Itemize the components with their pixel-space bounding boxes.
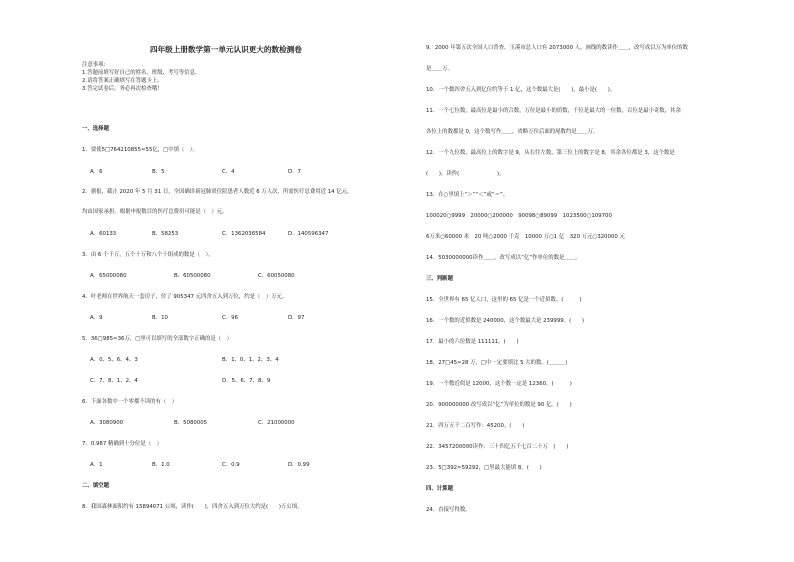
question-18: 18．27□45≈28 万，□中一定要填比 5 大的数。(＿＿＿) <box>426 360 568 366</box>
question-6: 6．下面各数中一个零都不读的有（ ） <box>82 399 178 405</box>
question-12-line-1: 12．一个九位数，最高位上的数字是 9，从右往左数，第三位上的数字是 8，其余各位都是 3，这个数是 <box>426 150 675 156</box>
option-b: B．60500080 <box>174 273 211 279</box>
option-c: C．96 <box>222 315 239 321</box>
section-heading-fill: 二、填空题 <box>82 483 109 489</box>
option-c: C．7、8、1、2、4 <box>90 378 138 384</box>
option-a: A．6 <box>90 169 103 175</box>
question-13-row-1: 100020○9999 20000○200000 90098○89099 1023500○109700 <box>426 213 612 219</box>
question-1: 1．要使5□764210855≈55亿，□中填（ ）。 <box>82 147 198 153</box>
option-d: D．0.99 <box>288 462 310 468</box>
option-b: B．58253 <box>152 231 179 237</box>
question-21: 21．四万五千二百写作：45200。( ) <box>426 423 525 429</box>
question-9-line-2: 是＿＿万。 <box>426 66 453 72</box>
notes-heading: 注意事项: <box>82 62 106 68</box>
question-2-line-2: 均由国家承担。根据申报数目的医疗总费用可能是（ ）元。 <box>82 209 228 215</box>
question-4: 4．叶老师在世界航天一套房子，付了 905347 元四舍五入到万位，约是（ ）万元。 <box>82 294 288 300</box>
note-item: 2.请将答案正确填写在答题卡上。 <box>82 78 163 84</box>
option-d: D．97 <box>288 315 305 321</box>
option-b: B．5 <box>152 169 165 175</box>
option-a: A．60133 <box>90 231 117 237</box>
question-8: 8．我国森林面积约有 15894071 公顷，读作( )，四舍五入到万位大约是( )万公顷。 <box>82 504 303 510</box>
question-2-line-1: 2．据报，截止 2020 年 5 月 31 日，全国确诊新冠肺炎住院患者人数近 6 万人次，所需医疗总费用近 14 亿元， <box>82 189 353 195</box>
option-b: B．10 <box>152 315 168 321</box>
option-a: A．0、5、6、4、3 <box>90 357 138 363</box>
section-heading-calc: 四、计算题 <box>426 486 453 492</box>
question-20: 20．900000000 改写成以“亿”为单位的数是 90 亿。( ) <box>426 402 572 408</box>
option-a: A．65000080 <box>90 273 127 279</box>
option-b: B．1、0、1、2、3、4 <box>222 357 279 363</box>
question-24: 24．直接写得数。 <box>426 507 471 513</box>
section-heading-choice: 一、选择题 <box>82 126 109 132</box>
question-13-row-2: 6万米○60000 米 20 吨○2000 千克 10000 万○1 亿 320 万元○320000 元 <box>426 234 625 240</box>
option-d: D．7 <box>288 169 301 175</box>
question-10: 10．一个数四舍五入到亿位约等于 1 亿，这个数最大是( )，最小是( )。 <box>426 87 616 93</box>
option-a: A．9 <box>90 315 103 321</box>
question-9-line-1: 9．2000 年第五次全国人口普查，玉溪市总人口有 2073000 人，画线的数读作＿＿，改写成以万为单位的数 <box>426 45 688 51</box>
question-23: 23．5□392≈59292，□里最大能填 8。( ) <box>426 465 542 471</box>
question-16: 16．一个数的近似数是 240000，这个数最大是 239999。( ) <box>426 318 585 324</box>
option-c: C．1362036584 <box>222 231 266 237</box>
option-c: C．4 <box>222 169 235 175</box>
question-7: 7．0.987 精确到十分位是（ ） <box>82 441 162 447</box>
option-d: D．140596347 <box>288 231 329 237</box>
page-title: 四年级上册数学第一单元认识更大的数检测卷 <box>150 45 302 54</box>
question-11-line-1: 11．一个七位数，最高位是最小的合数，万位是最小的质数，千位是最大的一位数，百位是最小奇数，其余 <box>426 108 681 114</box>
option-a: A．1 <box>90 462 103 468</box>
question-3: 3．由 6 个千万，五个十万和八个十组成的数是（ ）。 <box>82 252 214 258</box>
question-13: 13．在○里填上“＞”“＜”或“＝”。 <box>426 192 509 198</box>
question-5: 5．36□985≈36万，□里可以填写的全部数字正确的是（ ） <box>82 336 232 342</box>
question-14: 14．5030000000读作＿＿，改写成以“亿”作单位的数是＿＿。 <box>426 255 581 261</box>
option-c: C．0.9 <box>222 462 240 468</box>
note-item: 3.答完试卷后，务必再次检查哦！ <box>82 86 163 92</box>
question-17: 17．最小的六位数是 111111。( ) <box>426 339 519 345</box>
option-b: B．5080005 <box>174 420 208 426</box>
option-b: B．1.0 <box>152 462 170 468</box>
question-15: 15．全世界有 65 亿人口，这里的 65 亿是一个近似数。( ) <box>426 297 582 303</box>
question-22: 22．3457200000读作：三十四亿五千七百二十万 ( ) <box>426 444 569 450</box>
question-11-line-2: 各位上的数都是 0，这个数写作＿＿，省略万位后面的尾数约是＿＿万。 <box>426 129 599 135</box>
option-a: A．3080900 <box>90 420 124 426</box>
question-12-line-2: ( )，读作( )。 <box>426 171 505 177</box>
note-item: 1.答题前填写好自己的姓名、班级、考号等信息。 <box>82 70 201 76</box>
question-19: 19．一个数近似是 12000，这个数一定是 12360。( ) <box>426 381 572 387</box>
option-d: D．5、6、7、8、9 <box>222 378 271 384</box>
section-heading-judge: 三、判断题 <box>426 276 453 282</box>
option-c: C．21000000 <box>258 420 295 426</box>
option-c: C．60050080 <box>258 273 295 279</box>
